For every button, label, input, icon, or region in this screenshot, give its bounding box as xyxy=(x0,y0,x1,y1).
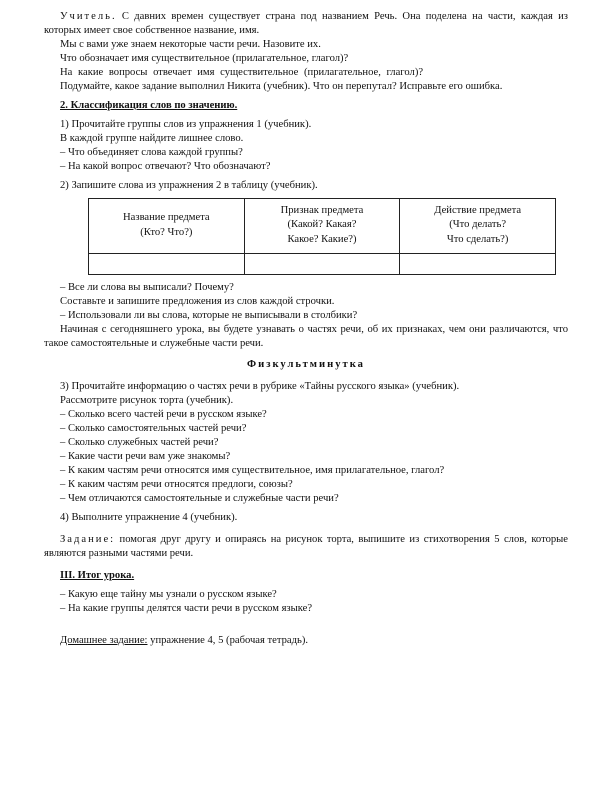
intro-line-4: На какие вопросы отвечает имя существительное (прилагательное, глагол)? xyxy=(60,66,424,78)
table-header-row xyxy=(89,198,556,253)
parts-of-speech-table xyxy=(88,198,556,275)
section-iii-q2: – На какие группы делятся части речи в русском языке? xyxy=(60,603,313,614)
table-cell xyxy=(89,253,245,274)
section-2-task-2: 2) Запишите слова из упражнения 2 в таблицу (учебник). xyxy=(60,179,318,191)
section-3-task-3: 3) Прочитайте информацию о частях речи в рубрике «Тайны русского языка» (учебник). xyxy=(60,381,460,393)
zadanie-label: Задание: xyxy=(60,534,116,546)
section-3-look: Рассмотрите рисунок торта (учебник). xyxy=(60,395,234,407)
after-table-q4: Начиная с сегодняшнего урока, вы будете узнавать о частях речи, об их признаках, чем они различаются, что такое самостоятельные и служебные части речи. xyxy=(44,323,568,349)
after-table-q1: – Все ли слова вы выписали? Почему? xyxy=(60,281,234,293)
section-2-task-1: 1) Прочитайте группы слов из упражнения 1 (учебник). xyxy=(60,118,312,130)
question-item: – Сколько самостоятельных частей речи? xyxy=(60,423,247,435)
table-empty-row xyxy=(89,253,556,274)
after-table-q3: – Использовали ли вы слова, которые не выписывали в столбики? xyxy=(60,309,358,321)
section-2-task-1-b: – Что объединяет слова каждой группы? xyxy=(60,146,243,158)
homework-text: упражнение 4, 5 (рабочая тетрадь). xyxy=(150,634,309,646)
homework-label: Домашнее задание: xyxy=(60,634,148,646)
section-iii-title: III. Итог урока. xyxy=(60,570,135,582)
section-iii-q1: – Какую еще тайну мы узнали о русском языке? xyxy=(60,589,277,601)
question-item: – К каким частям речи относятся имя существительное, имя прилагательное, глагол? xyxy=(60,465,445,477)
table-header-noun: Название предмета (Кто? Что?) xyxy=(89,198,245,253)
zadanie-paragraph xyxy=(44,533,568,561)
question-item: – Какие части речи вам уже знакомы? xyxy=(60,451,231,463)
question-item: – Чем отличаются самостоятельные и служебные части речи? xyxy=(60,493,339,505)
after-table-q2: Составьте и запишите предложения из слов каждой строчки. xyxy=(60,295,335,307)
zadanie-text: помогая друг другу и опираясь на рисунок торта, выпишите из стихотворения 5 слов, которые являются разными частями речи. xyxy=(44,534,568,560)
section-2-task-1-c: – На какой вопрос отвечают? Что обозначают? xyxy=(60,160,271,172)
intro-line-3: Что обозначает имя существительное (прилагательное, глагол)? xyxy=(60,52,349,64)
section-2-task-1-a: В каждой группе найдите лишнее слово. xyxy=(60,132,244,144)
question-item: – Сколько всего частей речи в русском языке? xyxy=(60,409,267,421)
intro-line-2: Мы с вами уже знаем некоторые части речи. Назовите их. xyxy=(60,38,321,50)
intro-line-5: Подумайте, какое задание выполнил Никита (учебник). Что он перепутал? Исправьте его ошибка. xyxy=(60,80,503,92)
speaker-label: Учитель. xyxy=(60,11,117,22)
section-3-task-4: 4) Выполните упражнение 4 (учебник). xyxy=(60,512,238,524)
intro-paragraph xyxy=(44,10,568,38)
homework-line xyxy=(44,634,568,648)
table-header-verb: Действие предмета (Что делать? Что сделать?) xyxy=(400,198,556,253)
question-item: – К каким частям речи относятся предлоги, союзы? xyxy=(60,479,293,491)
fizminutka-heading: Физкультминутка xyxy=(247,359,365,371)
table-header-adjective: Признак предмета (Какой? Какая? Какое? Какие?) xyxy=(244,198,400,253)
intro-text: С давних времен существует страна под названием Речь. Она поделена на части, каждая из которых имеет свое собственное название, имя. xyxy=(44,11,568,36)
table-cell xyxy=(244,253,400,274)
question-item: – Сколько служебных частей речи? xyxy=(60,437,219,449)
section-2-title: 2. Классификация слов по значению. xyxy=(60,99,238,111)
table-cell xyxy=(400,253,556,274)
